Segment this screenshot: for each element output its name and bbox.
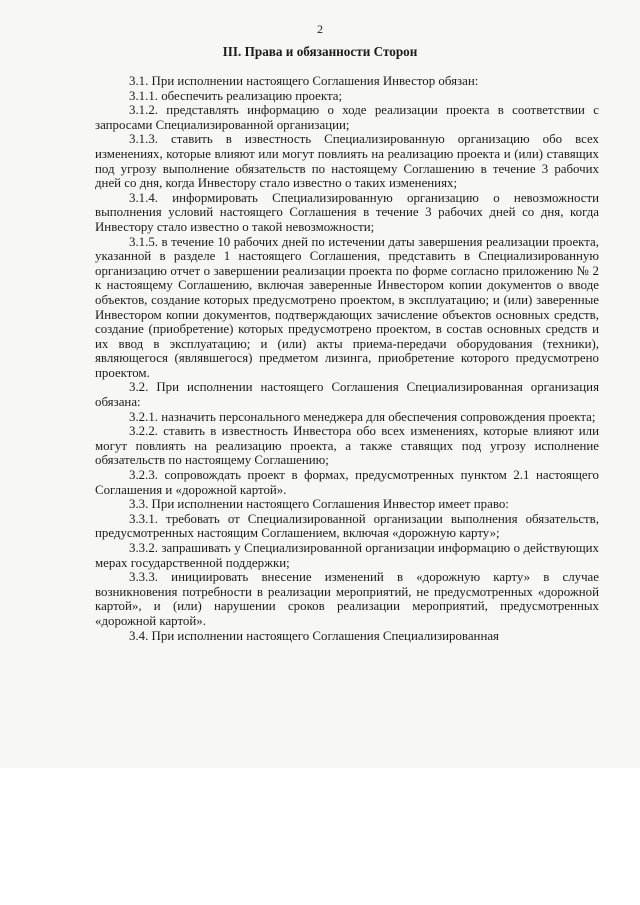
paragraph-3-1-5: 3.1.5. в течение 10 рабочих дней по истечении даты завершения реализации проекта, указанной в разделе 1 настоящего Соглашения, представить в Специализированную организацию отчет о завершении реализации проекта по форме согласно приложению № 2 к настоящему Соглашению, включая заверенные Инвестором копии документов о вводе объектов, создание которых предусмотрено проектом, в эксплуатацию; и (или) заверенные Инвестором копии документов, подтверждающих зачисление объектов основных средств, создание (приобретение) которых предусмотрено проектом, в состав основных средств и их ввод в эксплуатацию; и (или) акты приема-передачи оборудования (техники), являющегося (являвшегося) предметом лизинга, приобретение которого предусмотрено проектом. [95,234,599,380]
page-number: 2 [317,22,323,36]
paragraph-3-2: 3.2. При исполнении настоящего Соглашения Специализированная организация обязана: [95,380,599,410]
paragraph-3-1-1: 3.1.1. обеспечить реализацию проекта; [129,88,343,103]
paragraph-3-3-2: 3.3.2. запрашивать у Специализированной организации информацию о действующих мерах государственной поддержки; [95,541,599,570]
paragraph-3-1-2: 3.1.2. представлять информацию о ходе реализации проекта в соответствии с запросами Специализированной организации; [95,103,599,132]
document-body [95,74,599,643]
paragraph-3-1-3: 3.1.3. ставить в известность Специализированную организацию обо всех изменениях, которые влияют или могут повлиять на реализацию проекта и (или) ставящих под угрозу выполнение обязательств по настоящему Соглашению в течение 3 рабочих дней со дня, когда Инвестору стало известно о таких изменениях; [95,132,599,191]
section-title: III. Права и обязанности Сторон [222,44,418,59]
paragraph-3-3-3: 3.3.3. инициировать внесение изменений в «дорожную карту» в случае возникновения потребности в реализации мероприятий, не предусмотренных «дорожной картой», и (или) нарушении сроков реализации мероприятий, предусмотренных «дорожной картой». [95,570,599,628]
paragraph-3-2-1: 3.2.1. назначить персонального менеджера для обеспечения сопровождения проекта; [129,409,596,424]
paragraph-3-3: 3.3. При исполнении настоящего Соглашения Инвестор имеет право: [129,497,509,512]
paragraph-3-4: 3.4. При исполнении настоящего Соглашения Специализированная [129,628,499,643]
paragraph-3-3-1: 3.3.1. требовать от Специализированной организации выполнения обязательств, предусмотренных настоящим Соглашением, включая «дорожную карту»; [95,511,599,541]
paragraph-3-1-4: 3.1.4. информировать Специализированную организацию о невозможности выполнения условий настоящего Соглашения в течение 3 рабочих дней со дня, когда Инвестору стало известно о такой невозможности; [95,190,599,234]
paragraph-3-1: 3.1. При исполнении настоящего Соглашения Инвестор обязан: [129,74,479,88]
paragraph-3-2-2: 3.2.2. ставить в известность Инвестора обо всех изменениях, которые влияют или могут повлиять на реализацию проекта, а также ставящих под угрозу исполнение обязательств по настоящему Соглашению; [95,424,599,468]
paragraph-3-2-3: 3.2.3. сопровождать проект в формах, предусмотренных пунктом 2.1 настоящего Соглашения и «дорожной картой». [95,468,599,497]
